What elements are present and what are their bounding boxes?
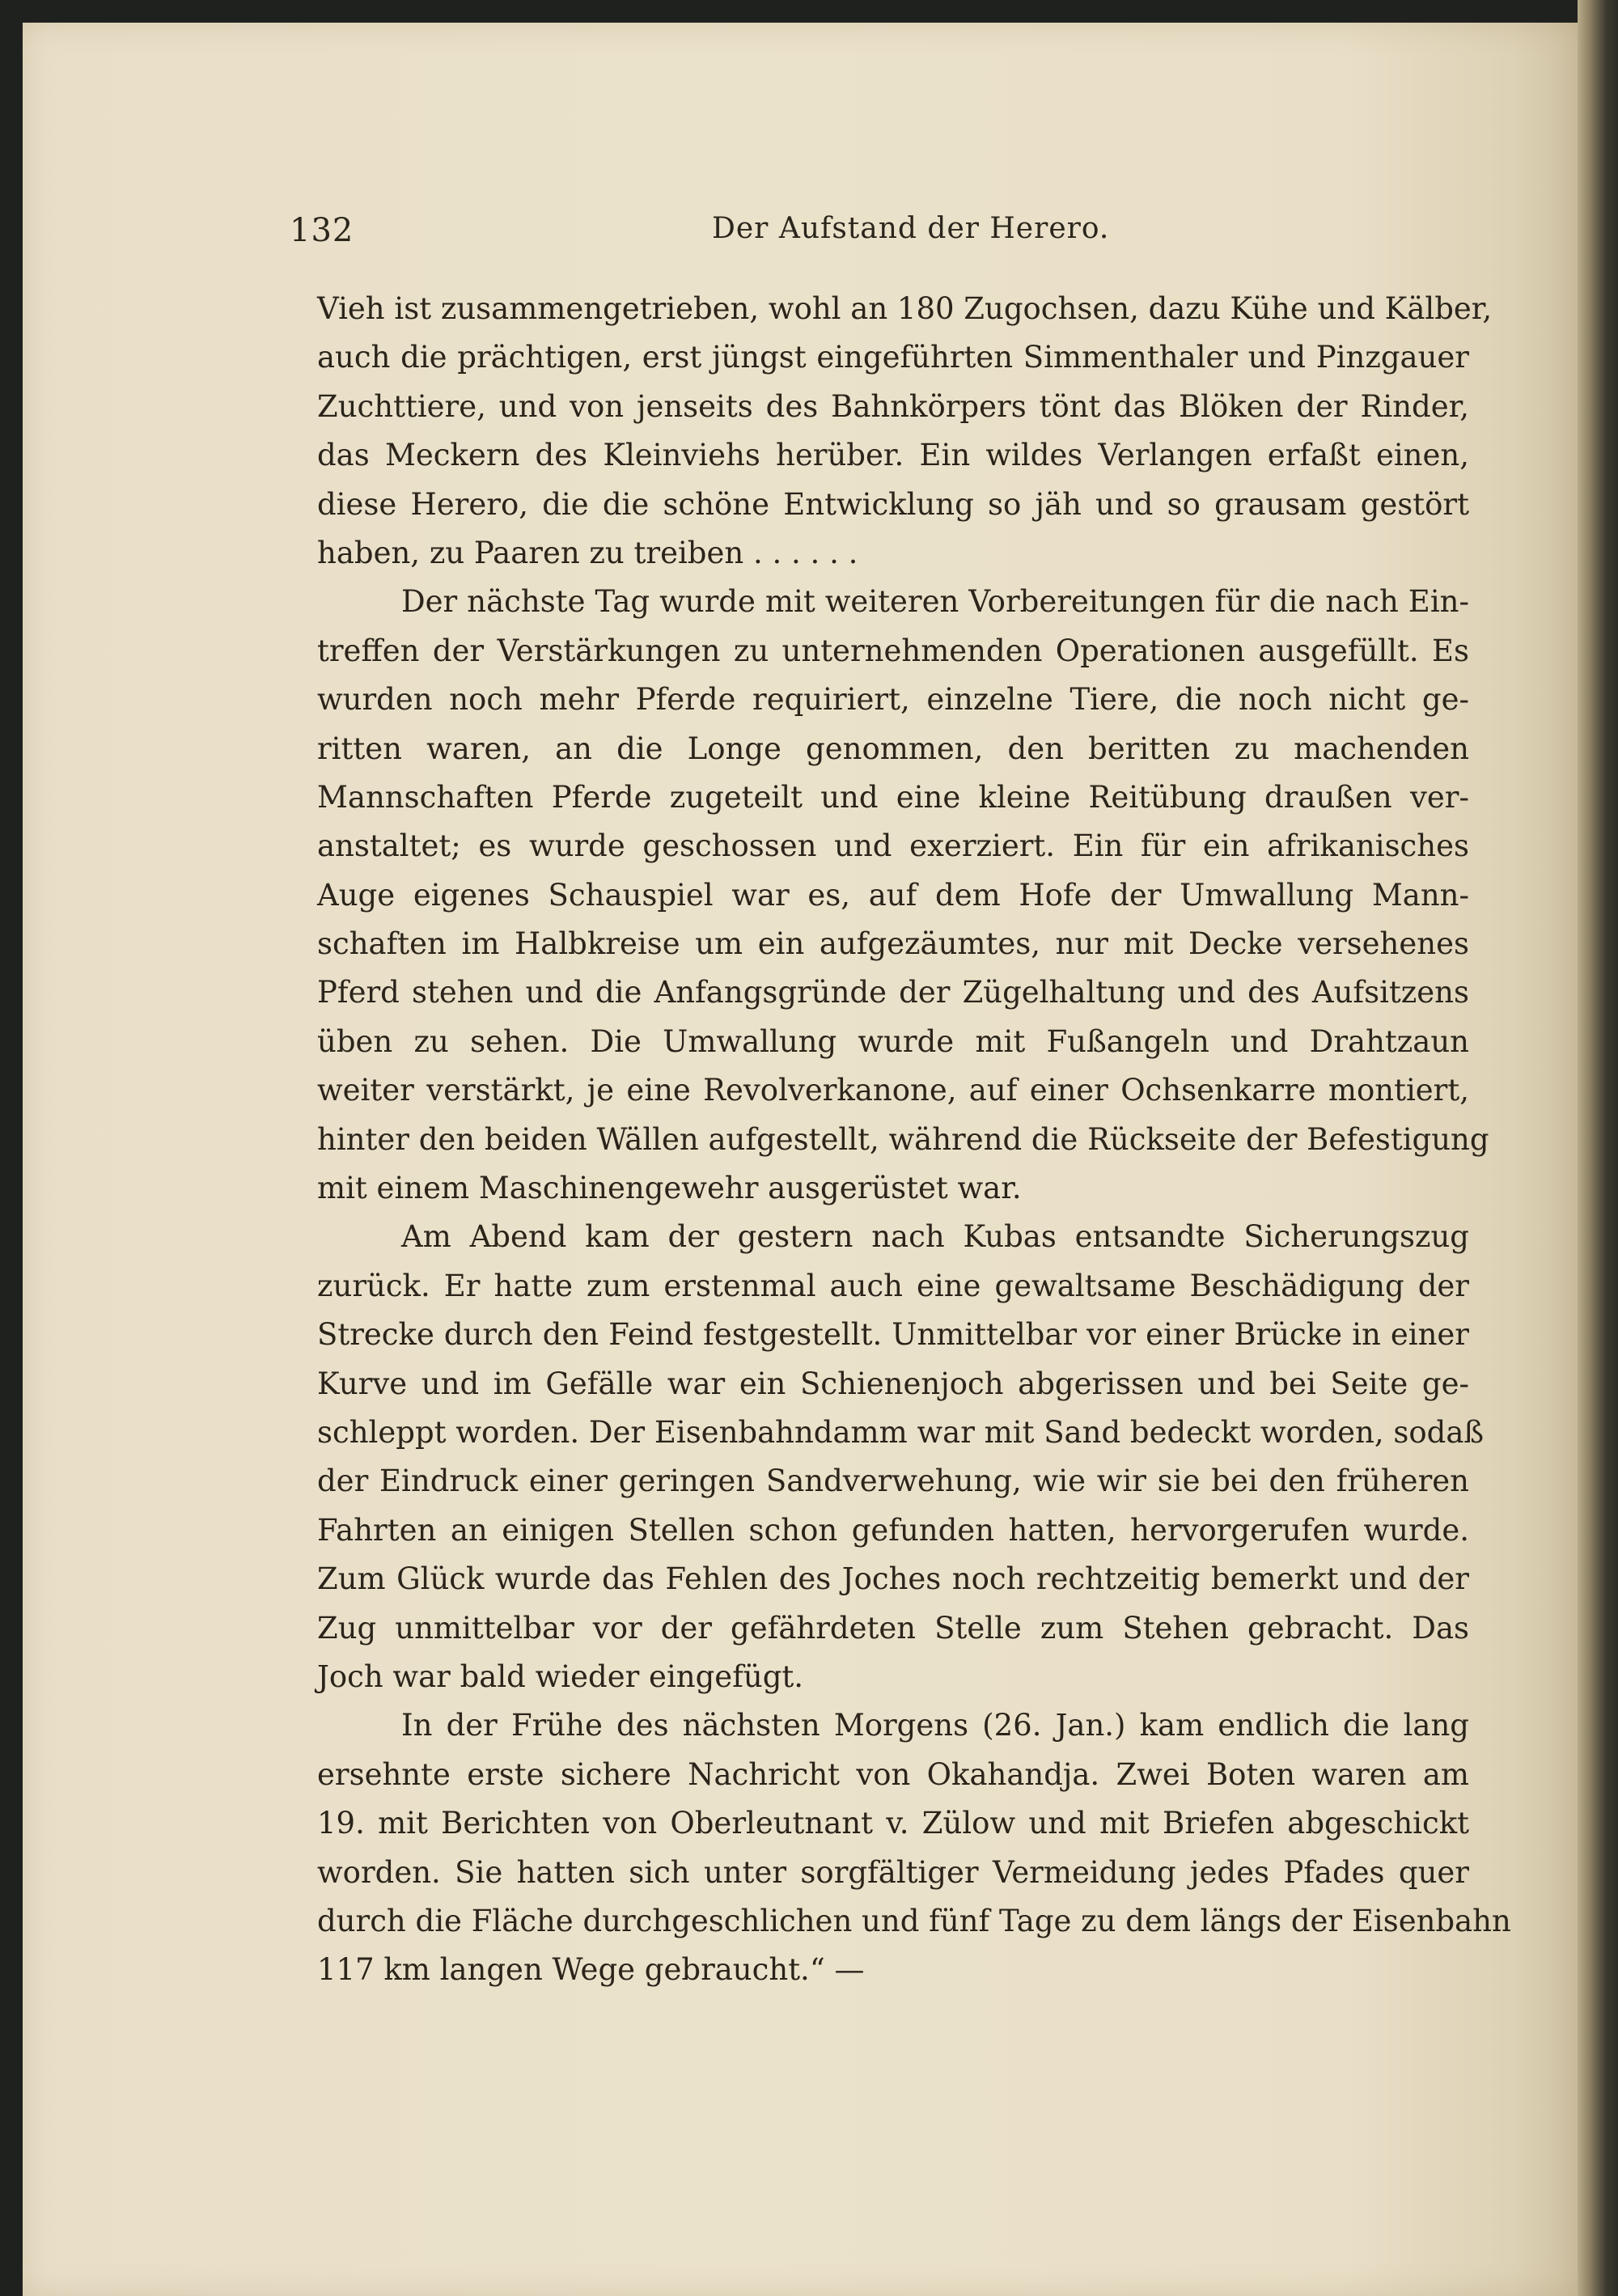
text-line: ritten waren, an die Longe genommen, den beritten zu machenden: [317, 731, 1469, 766]
text-line: Am Abend kam der gestern nach Kubas entsandte Sicherungszug: [401, 1219, 1469, 1255]
text-line: treffen der Verstärkungen zu unternehmenden Operationen ausgefüllt. Es: [317, 633, 1469, 668]
text-line: haben, zu Paaren zu treiben . . . . . .: [317, 535, 858, 570]
text-line: hinter den beiden Wällen aufgestellt, während die Rückseite der Befestigung: [317, 1121, 1489, 1157]
text-line: Pferd stehen und die Anfangsgründe der Zügelhaltung und des Aufsitzens: [317, 975, 1469, 1010]
text-line: ersehnte erste sichere Nachricht von Okahandja. Zwei Boten waren am: [317, 1756, 1469, 1792]
text-line: schleppt worden. Der Eisenbahndamm war mit Sand bedeckt worden, sodaß: [317, 1414, 1485, 1450]
text-line: Joch war bald wieder eingefügt.: [317, 1658, 804, 1694]
text-line: Vieh ist zusammengetrieben, wohl an 180 Zugochsen, dazu Kühe und Kälber,: [317, 291, 1493, 326]
text-line: Kurve und im Gefälle war ein Schienenjoch abgerissen und bei Seite ge-: [317, 1366, 1469, 1401]
text-line: auch die prächtigen, erst jüngst eingeführten Simmenthaler und Pinzgauer: [317, 340, 1469, 375]
text-line: Fahrten an einigen Stellen schon gefunden hatten, hervorgerufen wurde.: [317, 1512, 1469, 1548]
text-line: worden. Sie hatten sich unter sorgfältiger Vermeidung jedes Pfades quer: [317, 1854, 1469, 1890]
page-number: 132: [290, 212, 354, 249]
text-line: mit einem Maschinengewehr ausgerüstet war.: [317, 1171, 1022, 1206]
text-line: In der Frühe des nächsten Morgens (26. Jan.) kam endlich die lang: [401, 1708, 1469, 1743]
text-line: Mannschaften Pferde zugeteilt und eine kleine Reitübung draußen ver-: [317, 779, 1469, 815]
running-title: Der Aufstand der Herero.: [712, 212, 1110, 245]
text-line: 19. mit Berichten von Oberleutnant v. Zülow und mit Briefen abgeschickt: [317, 1806, 1469, 1841]
text-line: weiter verstärkt, je eine Revolverkanone, auf einer Ochsenkarre montiert,: [317, 1073, 1469, 1108]
text-line: schaften im Halbkreise um ein aufgezäumtes, nur mit Decke versehenes: [317, 926, 1469, 962]
text-line: durch die Fläche durchgeschlichen und fünf Tage zu dem längs der Eisenbahn: [317, 1903, 1511, 1938]
text-line: wurden noch mehr Pferde requiriert, einzelne Tiere, die noch nicht ge-: [317, 682, 1469, 718]
text-line: 117 km langen Wege gebraucht.“ —: [317, 1952, 865, 1988]
text-line: diese Herero, die die schöne Entwicklung so jäh und so grausam gestört: [317, 486, 1469, 522]
text-line: Zum Glück wurde das Fehlen des Joches noch rechtzeitig bemerkt und der: [317, 1561, 1469, 1597]
text-line: anstaltet; es wurde geschossen und exerziert. Ein für ein afrikanisches: [317, 828, 1469, 864]
text-line: Auge eigenes Schauspiel war es, auf dem Hofe der Umwallung Mann-: [317, 877, 1469, 913]
text-line: das Meckern des Kleinviehs herüber. Ein wildes Verlangen erfaßt einen,: [317, 438, 1469, 473]
text-line: Zug unmittelbar vor der gefährdeten Stelle zum Stehen gebracht. Das: [317, 1610, 1469, 1646]
text-line: zurück. Er hatte zum erstenmal auch eine gewaltsame Beschädigung der: [317, 1268, 1469, 1303]
text-line: der Eindruck einer geringen Sandverwehung, wie wir sie bei den früheren: [317, 1464, 1469, 1499]
page-header: [290, 212, 1471, 261]
text-line: Zuchttiere, und von jenseits des Bahnkörpers tönt das Blöken der Rinder,: [317, 388, 1469, 424]
book-binding-edge: [1578, 0, 1618, 2296]
text-line: Strecke durch den Feind festgestellt. Unmittelbar vor einer Brücke in einer: [317, 1317, 1469, 1353]
text-line: Der nächste Tag wurde mit weiteren Vorbereitungen für die nach Ein-: [401, 584, 1469, 620]
body-text: [317, 285, 1511, 1995]
text-line: üben zu sehen. Die Umwallung wurde mit Fußangeln und Drahtzaun: [317, 1023, 1469, 1059]
